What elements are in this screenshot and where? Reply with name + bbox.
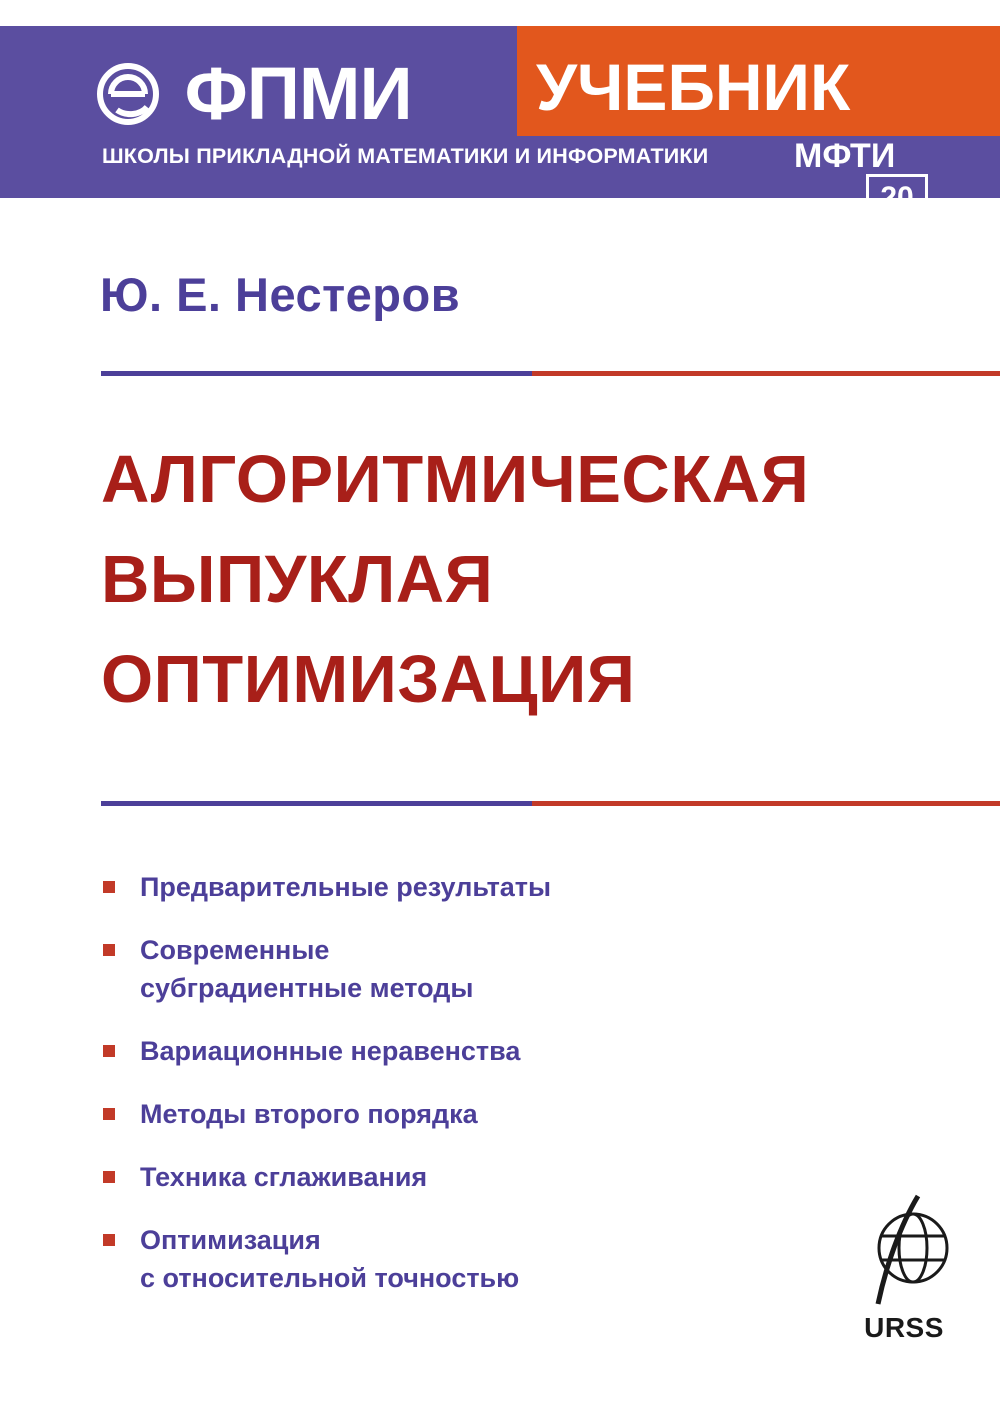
author-name: Ю. Е. Нестеров: [100, 268, 461, 321]
list-item: [100, 868, 860, 906]
divider-top: [101, 371, 1000, 376]
list-item-line: Вариационные неравенства: [140, 1036, 521, 1066]
series-header: [0, 26, 1000, 214]
publisher-block: [848, 1192, 960, 1352]
list-item-line: с относительной точностью: [140, 1263, 520, 1293]
list-item: [100, 931, 860, 1007]
divider-top-left-segment: [101, 371, 532, 376]
list-item-line: Методы второго порядка: [140, 1099, 478, 1129]
divider-bottom: [101, 801, 1000, 806]
list-item-line: субградиентные методы: [140, 973, 474, 1003]
topics-list: [100, 868, 860, 1322]
euler-e-icon: [97, 63, 159, 125]
title-line: ОПТИМИЗАЦИЯ: [101, 642, 636, 717]
series-logo: [97, 54, 517, 134]
bullet-square-icon: [103, 1045, 115, 1057]
badge-uchebnik: УЧЕБНИК: [536, 50, 851, 124]
divider-bottom-right-segment: [532, 801, 1000, 806]
bullet-square-icon: [103, 1171, 115, 1183]
urss-globe-icon: [856, 1192, 952, 1310]
volume-number-badge: 20: [866, 174, 928, 220]
school-line: ШКОЛЫ ПРИКЛАДНОЙ МАТЕМАТИКИ И ИНФОРМАТИКИ: [102, 144, 709, 168]
title-line: АЛГОРИТМИЧЕСКАЯ: [101, 442, 810, 517]
divider-top-right-segment: [532, 371, 1000, 376]
list-item: [100, 1221, 860, 1297]
institute-label: МФТИ: [794, 137, 896, 175]
bullet-square-icon: [103, 944, 115, 956]
publisher-name: URSS: [864, 1312, 944, 1343]
list-item-line: Современные: [140, 935, 330, 965]
list-item-line: Предварительные результаты: [140, 872, 552, 902]
book-title: [101, 430, 961, 730]
divider-bottom-left-segment: [101, 801, 532, 806]
list-item: [100, 1095, 860, 1133]
list-item: [100, 1032, 860, 1070]
list-item-line: Техника сглаживания: [140, 1162, 428, 1192]
bullet-square-icon: [103, 1234, 115, 1246]
title-line: ВЫПУКЛАЯ: [101, 542, 494, 617]
series-logo-label: ФПМИ: [184, 52, 412, 135]
list-item-line: Оптимизация: [140, 1225, 321, 1255]
list-item: [100, 1158, 860, 1196]
bullet-square-icon: [103, 1108, 115, 1120]
bullet-square-icon: [103, 881, 115, 893]
